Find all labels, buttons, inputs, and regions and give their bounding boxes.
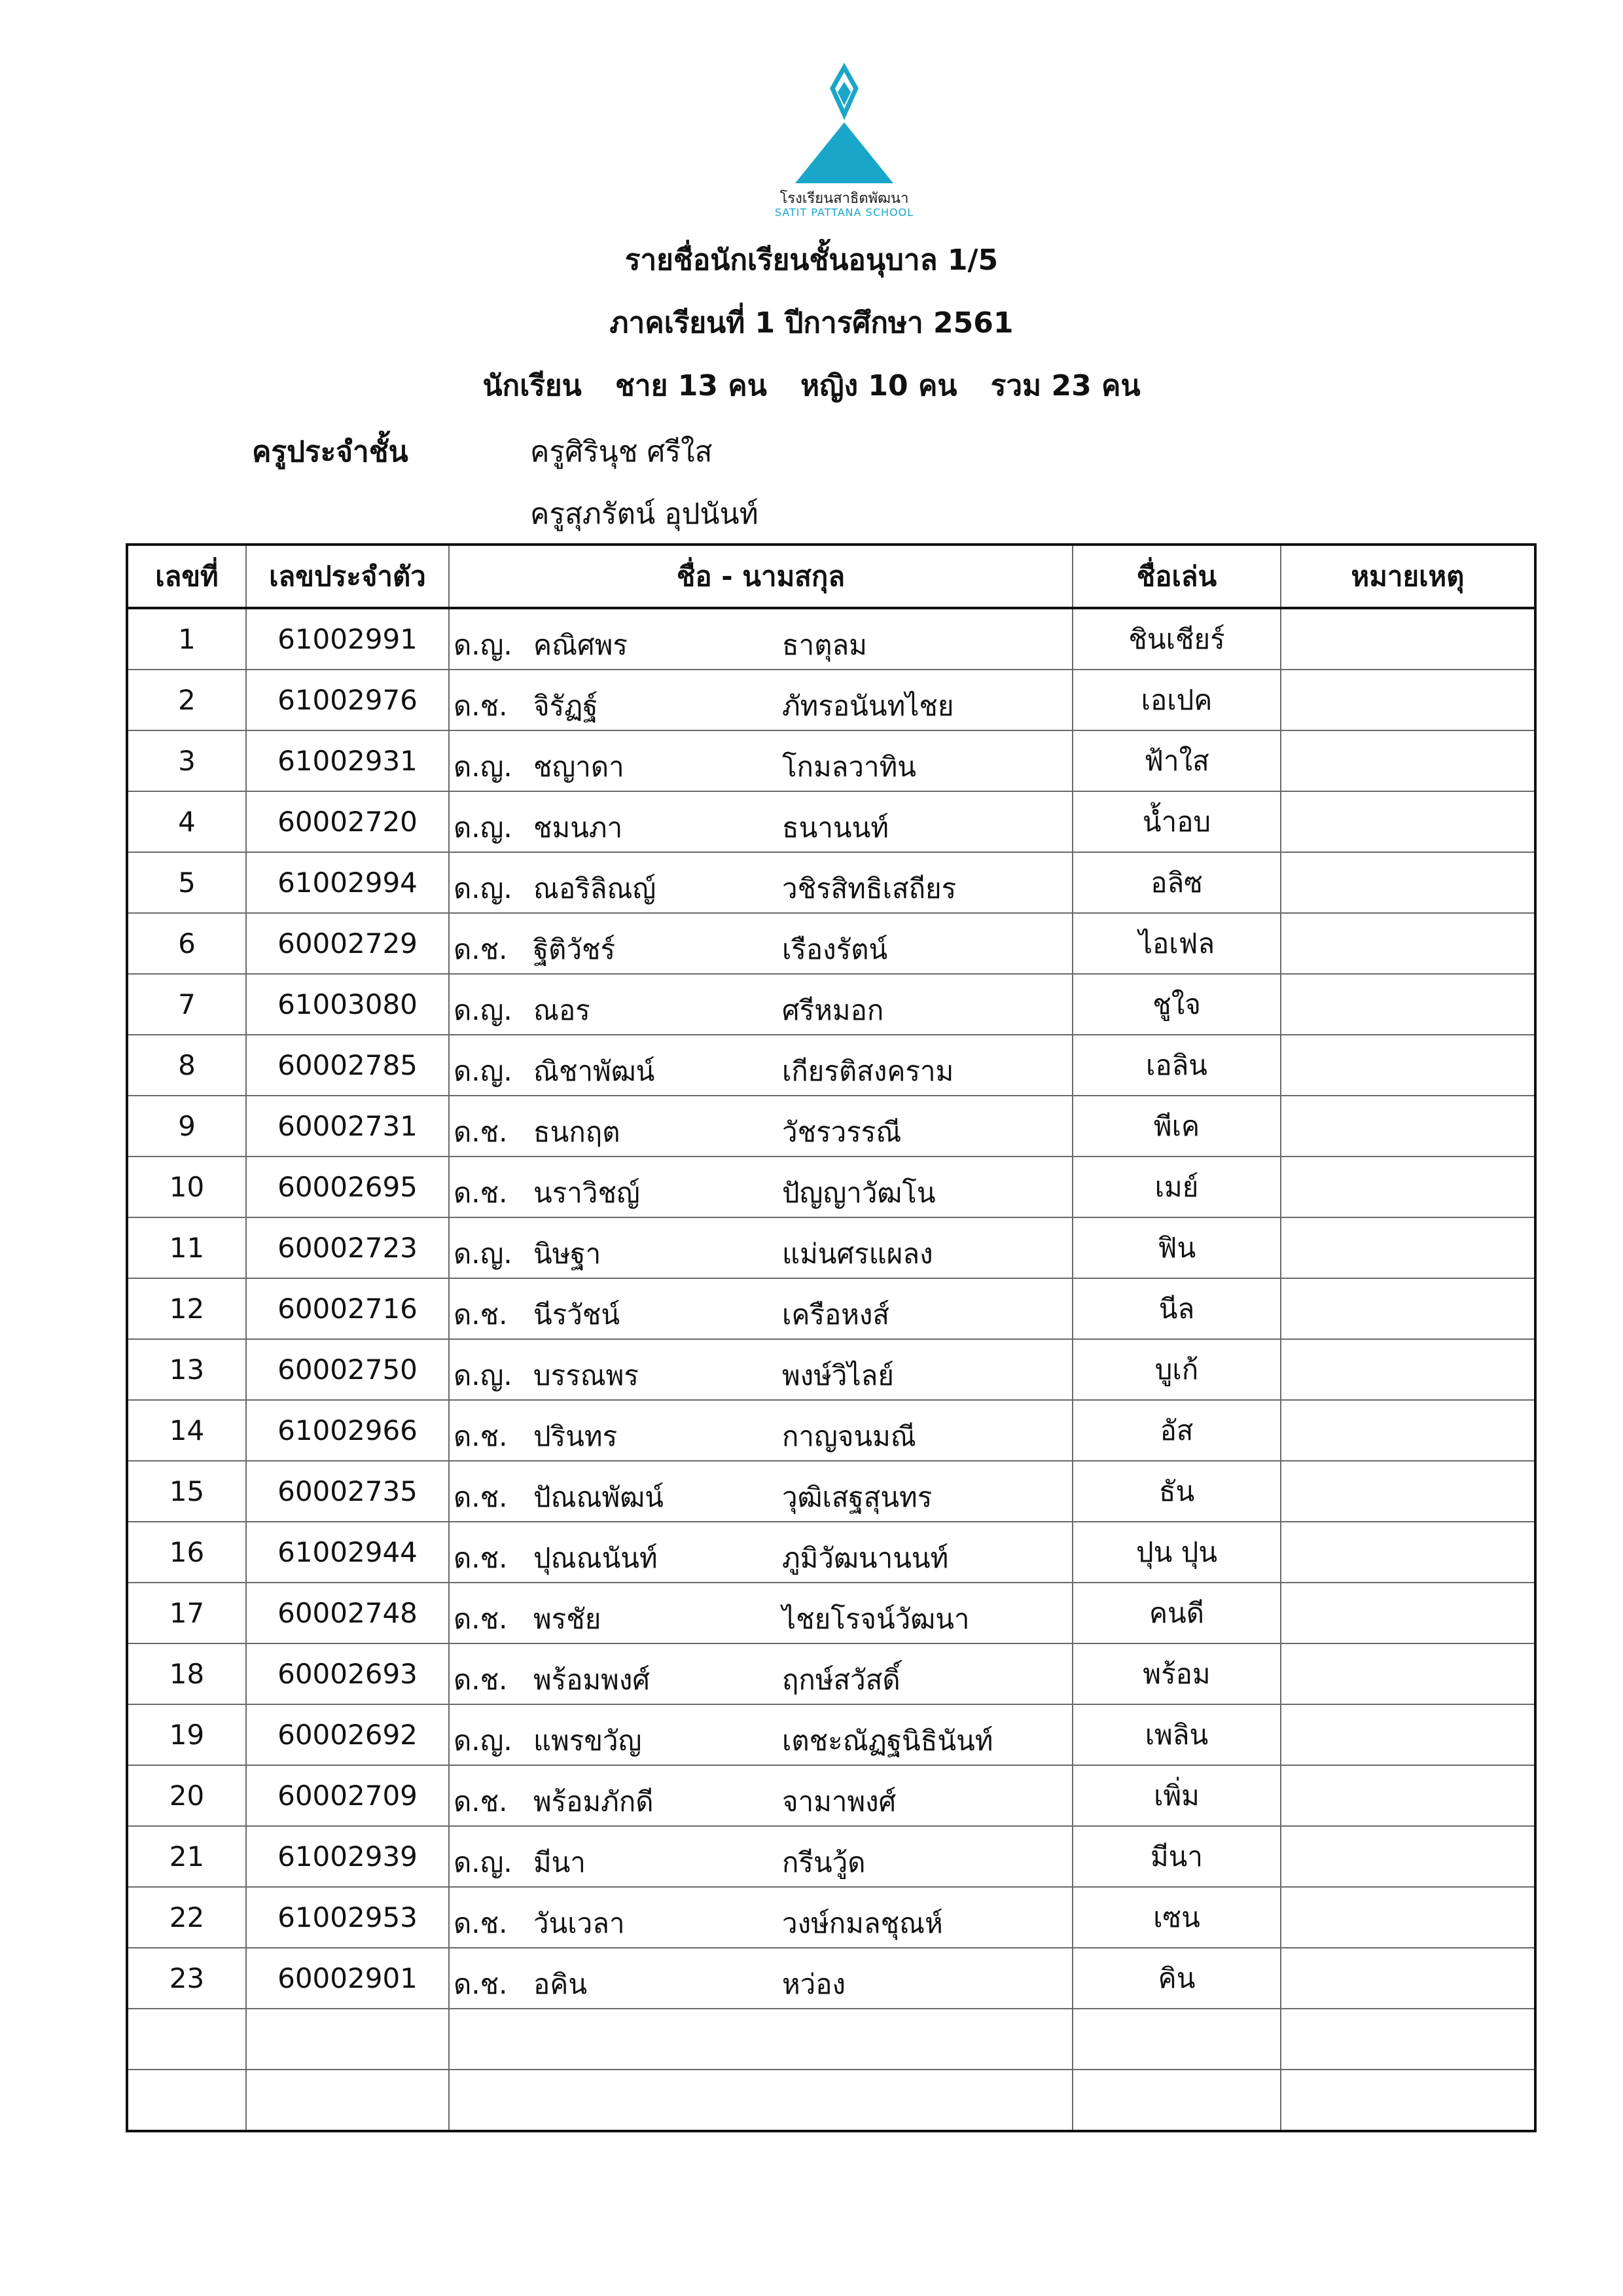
table-row xyxy=(127,1583,1535,1643)
cell-remarks xyxy=(1281,913,1535,974)
cell-number: 4 xyxy=(127,791,246,852)
cell-full-name xyxy=(449,1278,1073,1339)
name-prefix: ด.ช. xyxy=(454,1299,508,1331)
name-prefix: ด.ช. xyxy=(454,1542,508,1574)
student-roster-table xyxy=(126,543,1537,2132)
table-row xyxy=(127,1643,1535,1704)
last-name: ภูมิวัฒนานนท์ xyxy=(782,1542,949,1574)
homeroom-teacher-label: ครูประจำชั้น xyxy=(252,435,408,469)
first-name: คณิศพร xyxy=(533,629,628,661)
cell-number: 17 xyxy=(127,1583,246,1643)
last-name: กรีนวู้ด xyxy=(782,1846,866,1878)
cell-full-name xyxy=(449,1948,1073,2009)
name-prefix: ด.ญ. xyxy=(454,812,512,844)
cell-remarks xyxy=(1281,1217,1535,1278)
first-name: ชมนภา xyxy=(533,812,623,844)
name-prefix: ด.ญ. xyxy=(454,1725,512,1757)
cell-number: 14 xyxy=(127,1400,246,1461)
first-name: แพรขวัญ xyxy=(533,1725,642,1757)
first-name: ชญาดา xyxy=(533,751,624,783)
cell-nickname: ฟิน xyxy=(1073,1217,1281,1278)
page-title: รายชื่อนักเรียนชั้นอนุบาล 1/5 xyxy=(624,243,999,277)
first-name: พร้อมภักดี xyxy=(533,1785,654,1818)
column-header-remarks: หมายเหตุ xyxy=(1281,545,1535,608)
term-line: ภาคเรียนที่ 1 ปีการศึกษา 2561 xyxy=(609,306,1014,340)
cell-nickname: บูเก้ xyxy=(1073,1339,1281,1400)
cell-number: 22 xyxy=(127,1887,246,1948)
cell-number: 20 xyxy=(127,1765,246,1826)
name-prefix: ด.ญ. xyxy=(454,751,512,783)
name-prefix: ด.ช. xyxy=(454,1177,508,1209)
cell-remarks xyxy=(1281,1339,1535,1400)
cell-number: 12 xyxy=(127,1278,246,1339)
cell-student-id xyxy=(246,2009,449,2070)
table-row xyxy=(127,2009,1535,2070)
table-row xyxy=(127,1704,1535,1765)
cell-nickname: เอลิน xyxy=(1073,1035,1281,1096)
cell-full-name xyxy=(449,1704,1073,1765)
cell-remarks xyxy=(1281,1643,1535,1704)
cell-nickname: น้ำอบ xyxy=(1073,791,1281,852)
name-prefix: ด.ช. xyxy=(454,1603,508,1635)
cell-student-id: 61002953 xyxy=(246,1887,449,1948)
cell-remarks xyxy=(1281,1583,1535,1643)
last-name: วงษ์กมลชุณห์ xyxy=(782,1907,943,1939)
cell-number: 2 xyxy=(127,670,246,730)
cell-remarks xyxy=(1281,2009,1535,2070)
first-name: ณอร xyxy=(533,994,590,1026)
cell-remarks xyxy=(1281,852,1535,913)
count-label: นักเรียน xyxy=(482,369,582,403)
table-row xyxy=(127,2070,1535,2131)
last-name: ภัทรอนันทไชย xyxy=(782,690,954,722)
cell-student-id: 60002716 xyxy=(246,1278,449,1339)
cell-student-id: 60002720 xyxy=(246,791,449,852)
cell-nickname: ชูใจ xyxy=(1073,974,1281,1035)
cell-student-id: 60002901 xyxy=(246,1948,449,2009)
cell-number: 7 xyxy=(127,974,246,1035)
name-prefix: ด.ช. xyxy=(454,690,508,722)
name-prefix: ด.ญ. xyxy=(454,1359,512,1391)
cell-full-name xyxy=(449,1765,1073,1826)
cell-number: 21 xyxy=(127,1826,246,1887)
cell-nickname: ปุน ปุน xyxy=(1073,1522,1281,1583)
cell-full-name xyxy=(449,1887,1073,1948)
cell-nickname: เพลิน xyxy=(1073,1704,1281,1765)
cell-remarks xyxy=(1281,1887,1535,1948)
table-row xyxy=(127,1948,1535,2009)
table-row xyxy=(127,608,1535,670)
last-name: ฤกษ์สวัสดิ์ xyxy=(782,1664,901,1696)
first-name: บรรณพร xyxy=(533,1359,639,1391)
name-prefix: ด.ญ. xyxy=(454,872,512,905)
first-name: นราวิชญ์ xyxy=(533,1177,640,1209)
cell-full-name xyxy=(449,1339,1073,1400)
last-name: ธาตุลม xyxy=(782,629,867,661)
cell-full-name xyxy=(449,1583,1073,1643)
cell-full-name xyxy=(449,1217,1073,1278)
table-row xyxy=(127,791,1535,852)
cell-remarks xyxy=(1281,670,1535,730)
table-row xyxy=(127,1461,1535,1522)
cell-full-name xyxy=(449,1400,1073,1461)
school-name-english: SATIT PATTANA SCHOOL xyxy=(774,206,914,219)
first-name: วันเวลา xyxy=(533,1907,625,1939)
name-prefix: ด.ช. xyxy=(454,1968,508,2000)
cell-full-name xyxy=(449,1522,1073,1583)
cell-nickname: เอเปค xyxy=(1073,670,1281,730)
cell-number: 8 xyxy=(127,1035,246,1096)
column-header-number: เลขที่ xyxy=(127,545,246,608)
cell-student-id: 61002939 xyxy=(246,1826,449,1887)
cell-nickname: นีล xyxy=(1073,1278,1281,1339)
last-name: วุฒิเสฐสุนทร xyxy=(782,1481,933,1513)
cell-remarks xyxy=(1281,2070,1535,2131)
cell-full-name xyxy=(449,1461,1073,1522)
cell-number: 10 xyxy=(127,1157,246,1217)
cell-remarks xyxy=(1281,1522,1535,1583)
table-row xyxy=(127,1096,1535,1157)
cell-remarks xyxy=(1281,1035,1535,1096)
name-prefix: ด.ญ. xyxy=(454,994,512,1026)
cell-student-id: 60002750 xyxy=(246,1339,449,1400)
cell-student-id: 61002966 xyxy=(246,1400,449,1461)
cell-nickname xyxy=(1073,2009,1281,2070)
cell-remarks xyxy=(1281,1765,1535,1826)
cell-student-id: 61002991 xyxy=(246,608,449,670)
cell-number: 11 xyxy=(127,1217,246,1278)
table-row xyxy=(127,1400,1535,1461)
last-name: จามาพงศ์ xyxy=(782,1785,897,1818)
cell-full-name xyxy=(449,1035,1073,1096)
table-header-row xyxy=(127,545,1535,608)
table-row xyxy=(127,852,1535,913)
cell-student-id: 60002735 xyxy=(246,1461,449,1522)
first-name: ปรินทร xyxy=(533,1420,618,1452)
cell-remarks xyxy=(1281,791,1535,852)
count-girls: หญิง 10 คน xyxy=(800,369,957,403)
cell-student-id: 61002994 xyxy=(246,852,449,913)
cell-student-id xyxy=(246,2070,449,2131)
cell-nickname: เซน xyxy=(1073,1887,1281,1948)
name-prefix: ด.ช. xyxy=(454,933,508,965)
name-prefix: ด.ช. xyxy=(454,1785,508,1818)
cell-number: 13 xyxy=(127,1339,246,1400)
cell-number: 1 xyxy=(127,608,246,670)
table-row xyxy=(127,1765,1535,1826)
cell-remarks xyxy=(1281,1826,1535,1887)
cell-number: 15 xyxy=(127,1461,246,1522)
name-prefix: ด.ญ. xyxy=(454,629,512,661)
cell-student-id: 61003080 xyxy=(246,974,449,1035)
cell-nickname: อลิซ xyxy=(1073,852,1281,913)
last-name: พงษ์วิไลย์ xyxy=(782,1359,894,1391)
cell-nickname: ไอเฟล xyxy=(1073,913,1281,974)
last-name: เตชะณัฏฐนิธินันท์ xyxy=(782,1725,993,1757)
cell-remarks xyxy=(1281,730,1535,791)
table-row xyxy=(127,670,1535,730)
cell-number: 19 xyxy=(127,1704,246,1765)
cell-number: 5 xyxy=(127,852,246,913)
cell-full-name xyxy=(449,1643,1073,1704)
cell-student-id: 60002723 xyxy=(246,1217,449,1278)
cell-number xyxy=(127,2009,246,2070)
last-name: เครือหงส์ xyxy=(782,1299,890,1331)
cell-number: 3 xyxy=(127,730,246,791)
cell-full-name xyxy=(449,1826,1073,1887)
cell-full-name xyxy=(449,913,1073,974)
teacher-name: ครูศิรินุช ศรีใส xyxy=(530,435,713,469)
last-name: ธนานนท์ xyxy=(782,812,889,844)
table-row xyxy=(127,1522,1535,1583)
cell-number: 9 xyxy=(127,1096,246,1157)
last-name: โกมลวาทิน xyxy=(782,751,916,783)
cell-full-name xyxy=(449,791,1073,852)
cell-student-id: 61002931 xyxy=(246,730,449,791)
cell-full-name xyxy=(449,608,1073,670)
cell-full-name xyxy=(449,2070,1073,2131)
cell-number: 18 xyxy=(127,1643,246,1704)
last-name: วชิรสิทธิเสถียร xyxy=(782,872,957,905)
cell-nickname: คิน xyxy=(1073,1948,1281,2009)
name-prefix: ด.ช. xyxy=(454,1907,508,1939)
cell-remarks xyxy=(1281,974,1535,1035)
cell-remarks xyxy=(1281,1948,1535,2009)
cell-student-id: 61002944 xyxy=(246,1522,449,1583)
first-name: พรชัย xyxy=(533,1603,601,1635)
first-name: มีนา xyxy=(533,1846,586,1878)
table-row xyxy=(127,1887,1535,1948)
first-name: จิรัฏฐ์ xyxy=(533,690,598,722)
table-row xyxy=(127,1035,1535,1096)
first-name: ปัณณพัฒน์ xyxy=(533,1481,664,1513)
cell-nickname: ธัน xyxy=(1073,1461,1281,1522)
cell-remarks xyxy=(1281,608,1535,670)
cell-remarks xyxy=(1281,1157,1535,1217)
last-name: ไชยโรจน์วัฒนา xyxy=(782,1603,970,1635)
teacher-name: ครูสุภรัตน์ อุปนันท์ xyxy=(530,497,758,531)
student-count-line xyxy=(0,363,1623,408)
cell-number: 6 xyxy=(127,913,246,974)
cell-nickname: อัส xyxy=(1073,1400,1281,1461)
last-name: แม่นศรแผลง xyxy=(782,1238,933,1270)
name-prefix: ด.ญ. xyxy=(454,1055,512,1087)
column-header-nickname: ชื่อเล่น xyxy=(1073,545,1281,608)
name-prefix: ด.ช. xyxy=(454,1420,508,1452)
cell-nickname: ชินเชียร์ xyxy=(1073,608,1281,670)
cell-remarks xyxy=(1281,1704,1535,1765)
cell-full-name xyxy=(449,852,1073,913)
cell-nickname: ฟ้าใส xyxy=(1073,730,1281,791)
table-row xyxy=(127,1217,1535,1278)
table-row xyxy=(127,974,1535,1035)
cell-remarks xyxy=(1281,1096,1535,1157)
first-name: นีรวัชน์ xyxy=(533,1299,620,1331)
name-prefix: ด.ช. xyxy=(454,1116,508,1148)
table-row xyxy=(127,1339,1535,1400)
first-name: นิษฐา xyxy=(533,1238,601,1270)
last-name: วัชรวรรณี xyxy=(782,1116,902,1148)
last-name: เรืองรัตน์ xyxy=(782,933,888,965)
cell-number: 23 xyxy=(127,1948,246,2009)
first-name: ธนกฤต xyxy=(533,1116,620,1148)
cell-full-name xyxy=(449,670,1073,730)
cell-nickname xyxy=(1073,2070,1281,2131)
cell-full-name xyxy=(449,1096,1073,1157)
column-header-student-id: เลขประจำตัว xyxy=(246,545,449,608)
cell-student-id: 60002709 xyxy=(246,1765,449,1826)
first-name: อคิน xyxy=(533,1968,588,2000)
cell-nickname: พร้อม xyxy=(1073,1643,1281,1704)
triangle-logo-icon xyxy=(753,62,936,187)
name-prefix: ด.ญ. xyxy=(454,1846,512,1878)
cell-student-id: 60002785 xyxy=(246,1035,449,1096)
first-name: ปุณณนันท์ xyxy=(533,1542,658,1574)
cell-remarks xyxy=(1281,1461,1535,1522)
last-name: ศรีหมอก xyxy=(782,994,884,1026)
cell-full-name xyxy=(449,1157,1073,1217)
cell-full-name xyxy=(449,974,1073,1035)
table-row xyxy=(127,730,1535,791)
first-name: ฐิติวัชร์ xyxy=(533,933,616,965)
count-total: รวม 23 คน xyxy=(990,369,1141,403)
cell-student-id: 60002729 xyxy=(246,913,449,974)
cell-full-name xyxy=(449,730,1073,791)
column-header-full-name: ชื่อ - นามสกุล xyxy=(449,545,1073,608)
last-name: หว่อง xyxy=(782,1968,846,2000)
cell-student-id: 60002731 xyxy=(246,1096,449,1157)
cell-nickname: เพิ่ม xyxy=(1073,1765,1281,1826)
last-name: เกียรติสงคราม xyxy=(782,1055,954,1087)
name-prefix: ด.ช. xyxy=(454,1481,508,1513)
cell-student-id: 60002695 xyxy=(246,1157,449,1217)
cell-number: 16 xyxy=(127,1522,246,1583)
first-name: ณอริลิณญ์ xyxy=(533,872,656,905)
table-row xyxy=(127,913,1535,974)
last-name: กาญจนมณี xyxy=(782,1420,916,1452)
table-body xyxy=(127,608,1535,2131)
cell-student-id: 60002748 xyxy=(246,1583,449,1643)
school-name-thai: โรงเรียนสาธิตพัฒนา xyxy=(779,190,909,207)
cell-nickname: คนดี xyxy=(1073,1583,1281,1643)
cell-number xyxy=(127,2070,246,2131)
cell-nickname: มีนา xyxy=(1073,1826,1281,1887)
cell-nickname: เมย์ xyxy=(1073,1157,1281,1217)
cell-full-name xyxy=(449,2009,1073,2070)
name-prefix: ด.ช. xyxy=(454,1664,508,1696)
table-row xyxy=(127,1278,1535,1339)
cell-remarks xyxy=(1281,1278,1535,1339)
cell-remarks xyxy=(1281,1400,1535,1461)
count-boys: ชาย 13 คน xyxy=(615,369,767,403)
first-name: ณิชาพัฒน์ xyxy=(533,1055,655,1087)
cell-nickname: พีเค xyxy=(1073,1096,1281,1157)
cell-student-id: 61002976 xyxy=(246,670,449,730)
cell-student-id: 60002693 xyxy=(246,1643,449,1704)
last-name: ปัญญาวัฒโน xyxy=(782,1177,936,1209)
school-logo xyxy=(753,62,936,226)
name-prefix: ด.ญ. xyxy=(454,1238,512,1270)
table-row xyxy=(127,1157,1535,1217)
cell-student-id: 60002692 xyxy=(246,1704,449,1765)
first-name: พร้อมพงศ์ xyxy=(533,1664,651,1696)
table-row xyxy=(127,1826,1535,1887)
